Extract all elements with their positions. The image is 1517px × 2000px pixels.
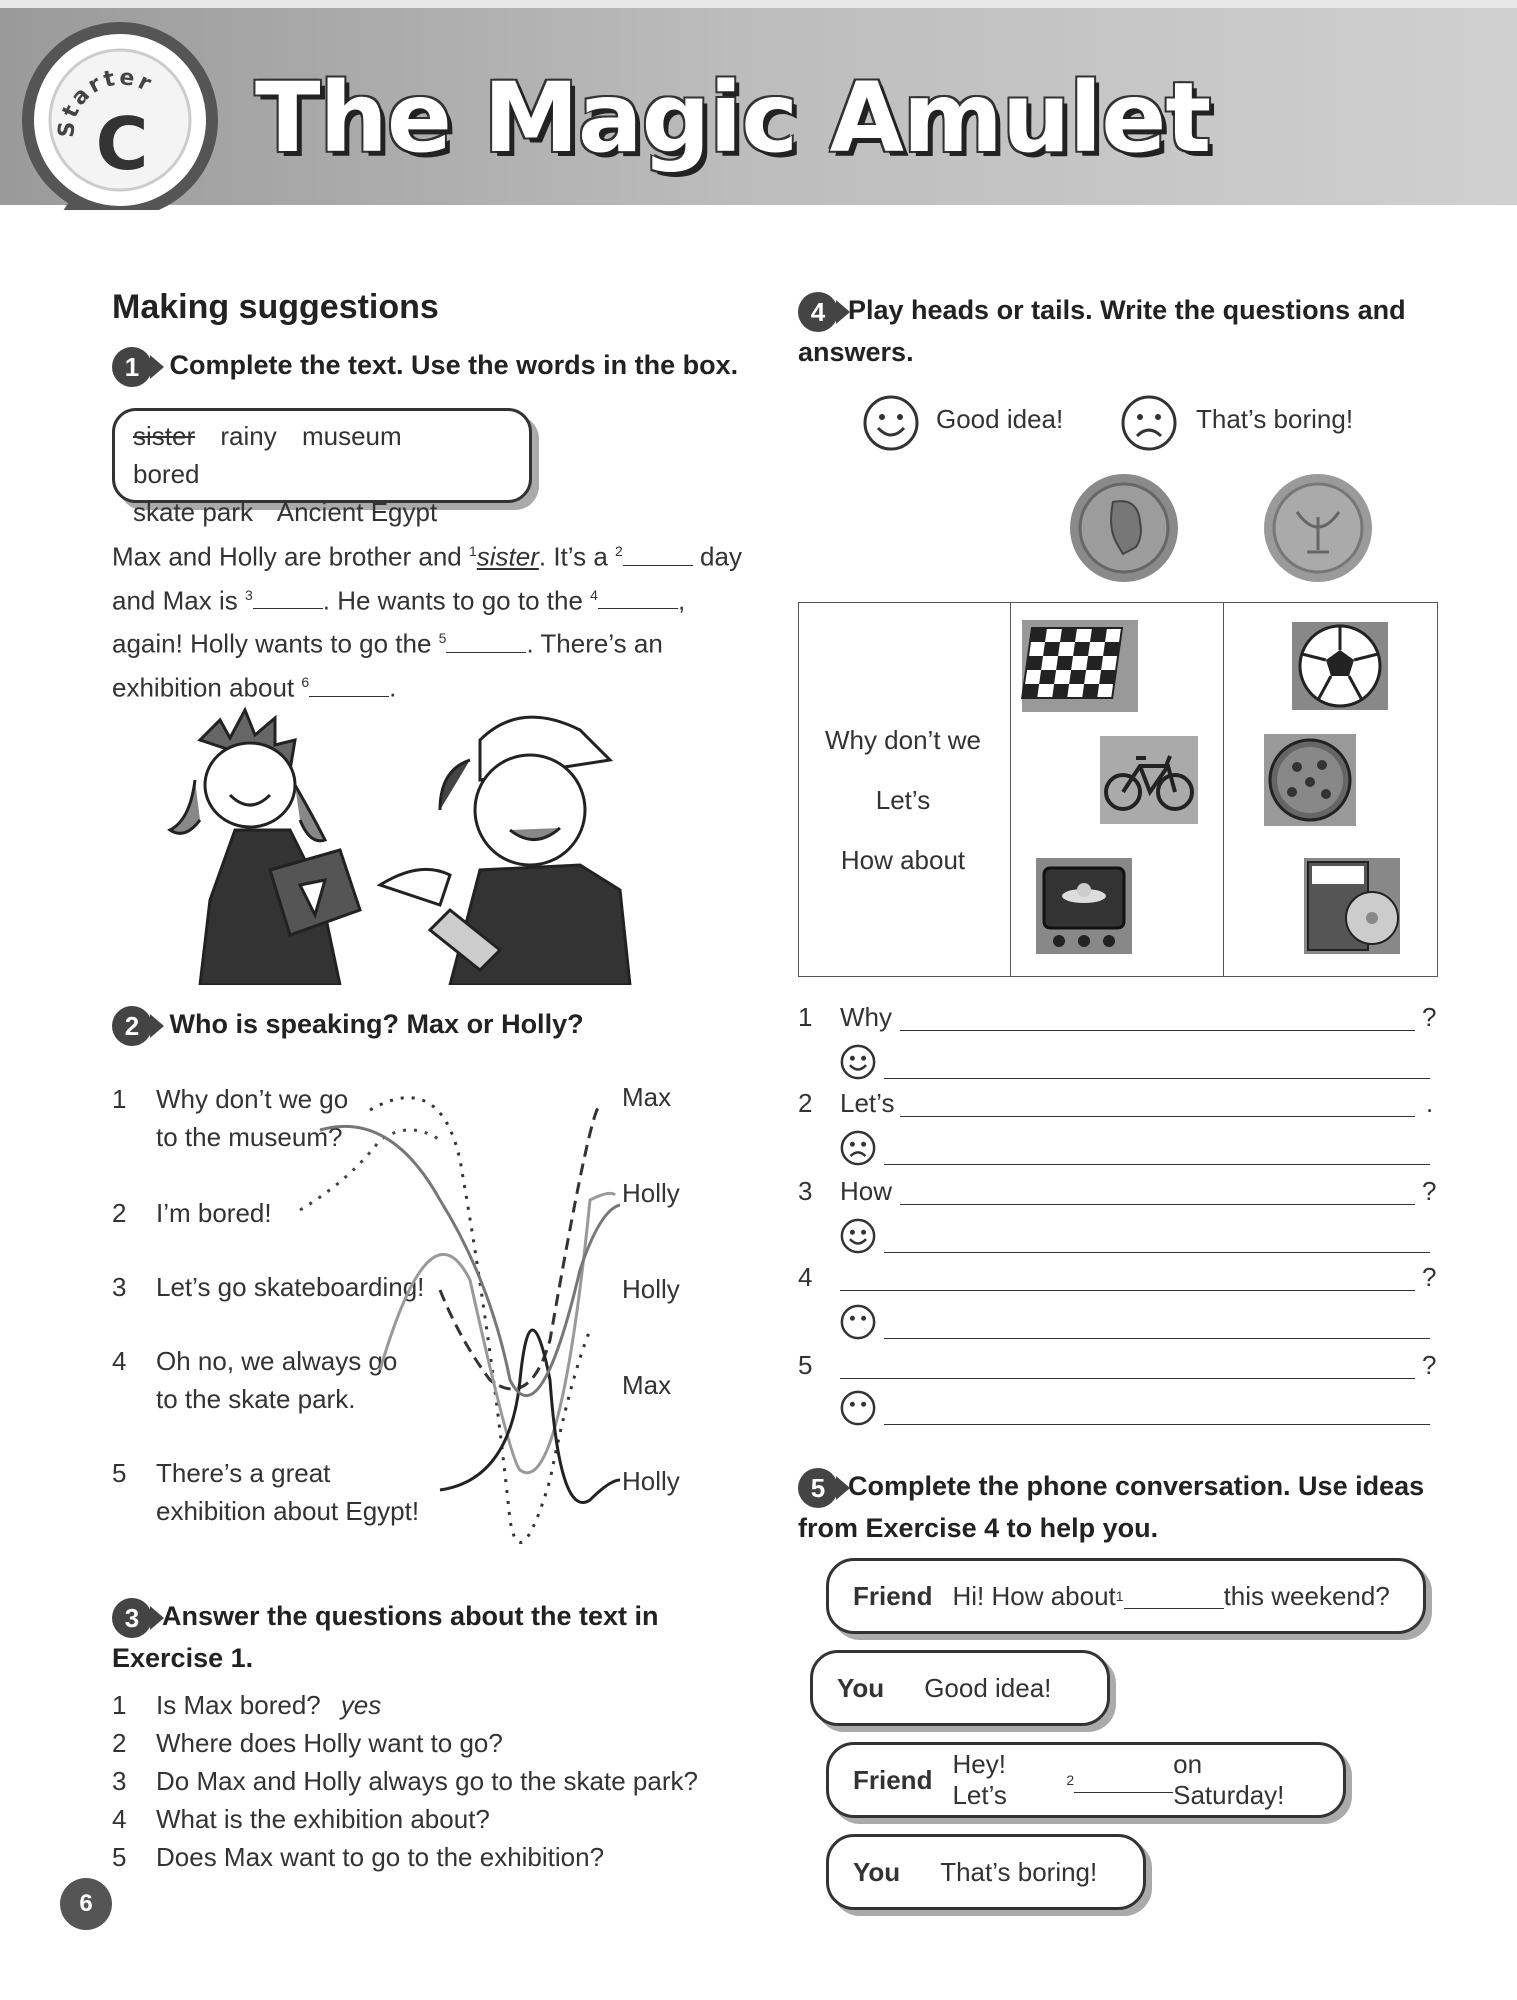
answer-option: Holly	[622, 1466, 680, 1496]
example-answer: yes	[340, 1690, 382, 1720]
phrase: Let’s	[875, 785, 931, 815]
question-row	[112, 1686, 698, 1724]
smiley-happy-icon	[862, 394, 920, 452]
item-number: 2	[112, 1728, 127, 1758]
characters-illustration	[150, 700, 670, 985]
item-number: 3	[798, 1176, 813, 1206]
item-number: 4	[112, 1346, 127, 1376]
page-title: The Magic Amulet	[255, 62, 1211, 174]
computer-game-icon	[1302, 856, 1402, 956]
item-number: 2	[112, 1198, 127, 1228]
question-row	[112, 1838, 698, 1876]
item-number: 5	[112, 1458, 127, 1488]
bubble-text: Good idea!	[924, 1672, 1052, 1703]
bubble-text: Hi! How about	[952, 1580, 1116, 1611]
ex5-heading	[798, 1466, 1424, 1548]
answer-line[interactable]	[900, 1030, 1415, 1031]
speech-bubble	[810, 1650, 1110, 1726]
ex1-instruction: Complete the text. Use the words in the box.	[169, 350, 739, 380]
ex1-heading	[112, 345, 738, 387]
example-answer: sister	[476, 541, 539, 572]
word-box-word: sister	[133, 421, 196, 451]
ex2-instruction: Who is speaking? Max or Holly?	[169, 1009, 584, 1039]
text-segment: Max and Holly are brother and	[112, 541, 469, 572]
item-number: 1	[798, 1002, 813, 1032]
bubble-text: this weekend?	[1223, 1580, 1390, 1611]
blank-3[interactable]	[253, 583, 323, 609]
item-number: 1	[112, 1690, 127, 1720]
text-segment: . There’s an	[526, 628, 663, 659]
blank-2[interactable]	[623, 540, 693, 566]
item-number: 5	[112, 1842, 127, 1872]
text-segment: .	[389, 672, 397, 703]
speaker-label: You	[837, 1672, 885, 1703]
ex3-instruction: Exercise 1.	[112, 1642, 254, 1673]
question-row	[112, 1800, 698, 1838]
phrase-list	[808, 710, 998, 890]
answer-line[interactable]	[884, 1252, 1430, 1253]
item-end: ?	[1422, 1350, 1437, 1380]
ex4-answer-lines	[798, 1000, 1438, 1430]
matching-lines	[290, 1080, 620, 1580]
text-segment: again! Holly wants to go the	[112, 628, 439, 659]
item-end: ?	[1422, 1002, 1437, 1032]
item-text: to the skate park.	[156, 1384, 356, 1414]
item-number: 2	[798, 1088, 813, 1118]
answer-line[interactable]	[884, 1078, 1430, 1079]
blank-2[interactable]	[1074, 1767, 1173, 1793]
answer-line[interactable]	[884, 1338, 1430, 1339]
item-start: Let’s	[840, 1088, 895, 1118]
item-number: 5	[798, 1350, 813, 1380]
bicycle-icon	[1098, 734, 1200, 826]
text-segment: day	[692, 541, 742, 572]
item-start: How	[840, 1176, 893, 1206]
item-text: Let’s go skateboarding!	[156, 1272, 425, 1302]
item-number: 4	[112, 1804, 127, 1834]
ex1-text: Max and Holly are brother and $^1$sister. It’s a $^2$ day and Max is $^3$ . He wants to go to the $^4$ , again! Holly wants to go the $^5$ . There’s an exhibition about $^6$ .	[112, 541, 742, 703]
good-idea-label: Good idea!	[936, 404, 1064, 434]
question-text: Do Max and Holly always go to the skate park?	[156, 1766, 698, 1796]
question-text: What is the exhibition about?	[156, 1804, 490, 1834]
blank-number: 2	[1066, 1772, 1075, 1788]
item-number: 3	[112, 1766, 127, 1796]
word-box-word: museum	[301, 421, 402, 451]
section-title: Making suggestions	[112, 288, 439, 326]
answer-option: Holly	[622, 1274, 680, 1304]
item-text: I’m bored!	[156, 1198, 272, 1228]
blank-1[interactable]	[1124, 1583, 1224, 1609]
item-end: ?	[1422, 1176, 1437, 1206]
smiley-happy-icon	[840, 1218, 876, 1254]
coin-tails-icon	[1262, 472, 1374, 584]
ex5-badge: 5	[798, 1468, 838, 1508]
bubble-text: That’s boring!	[940, 1856, 1098, 1887]
blank-6[interactable]	[309, 671, 389, 697]
ex1-badge: 1	[112, 347, 152, 387]
answer-line[interactable]	[840, 1378, 1415, 1379]
speaker-label: Friend	[853, 1764, 933, 1795]
blank-5[interactable]	[446, 627, 526, 653]
item-number: 1	[112, 1084, 127, 1114]
speech-bubble	[826, 1558, 1426, 1634]
item-text: There’s a great	[156, 1458, 331, 1488]
word-box-word: skate park	[133, 497, 253, 527]
question-text: Does Max want to go to the exhibition?	[156, 1842, 605, 1872]
question-text: Where does Holly want to go?	[156, 1728, 503, 1758]
ex5-instruction: from Exercise 4 to help you.	[798, 1512, 1159, 1543]
ex2-heading	[112, 1004, 584, 1046]
ex4-instruction: Play heads or tails. Write the questions and	[848, 295, 1406, 325]
question-row	[112, 1724, 698, 1762]
item-text: to the museum?	[156, 1122, 343, 1152]
ex5-instruction: Complete the phone conversation. Use ideas	[848, 1471, 1425, 1501]
smiley-neutral-icon	[840, 1304, 876, 1340]
answer-line[interactable]	[900, 1204, 1415, 1205]
answer-option: Max	[622, 1082, 672, 1112]
text-segment: exhibition about	[112, 672, 302, 703]
smiley-happy-icon	[840, 1044, 876, 1080]
item-text: Why don’t we go	[156, 1084, 349, 1114]
item-text: exhibition about Egypt!	[156, 1496, 420, 1526]
boring-label: That’s boring!	[1196, 404, 1354, 434]
ex2-badge: 2	[112, 1006, 152, 1046]
item-end: .	[1426, 1088, 1434, 1118]
text-segment: and Max is	[112, 585, 245, 616]
phrase: How about	[840, 845, 966, 875]
answer-line[interactable]	[840, 1290, 1415, 1291]
item-end: ?	[1422, 1262, 1437, 1292]
answer-line[interactable]	[884, 1424, 1430, 1425]
word-box-word: rainy	[220, 421, 277, 451]
word-box-word: Ancient Egypt	[276, 497, 438, 527]
smiley-sad-icon	[1120, 394, 1178, 452]
phrase: Why don’t we	[824, 725, 982, 755]
ex4-instruction: answers.	[798, 336, 914, 367]
ex3-questions	[112, 1686, 698, 1876]
bubble-text: Hey! Let’s	[952, 1749, 1007, 1810]
speaker-label: Friend	[853, 1580, 933, 1611]
text-segment: . It’s a	[538, 541, 615, 572]
item-start: Why	[840, 1002, 892, 1032]
speech-bubble	[826, 1834, 1146, 1910]
smiley-sad-icon	[840, 1130, 876, 1166]
pizza-icon	[1262, 732, 1358, 828]
item-text: Oh no, we always go	[156, 1346, 398, 1376]
text-segment: . He wants to go to the	[322, 585, 591, 616]
item-number: 3	[112, 1272, 127, 1302]
chess-board-icon	[1020, 618, 1140, 714]
ex3-heading	[112, 1596, 659, 1678]
football-icon	[1290, 620, 1390, 712]
svg-text:Starter: Starter	[54, 65, 158, 139]
answer-option: Max	[622, 1370, 672, 1400]
blank-4[interactable]	[598, 583, 678, 609]
ex4-heading	[798, 290, 1406, 372]
ex4-badge: 4	[798, 292, 838, 332]
answer-line[interactable]	[884, 1164, 1430, 1165]
item-number: 4	[798, 1262, 813, 1292]
starter-badge	[52, 60, 188, 196]
coin-heads-icon	[1068, 472, 1180, 584]
speech-bubble	[826, 1742, 1346, 1818]
tv-alien-show-icon	[1034, 856, 1134, 956]
text-segment: ,	[677, 585, 686, 616]
answer-line[interactable]	[900, 1116, 1415, 1117]
ex3-badge: 3	[112, 1598, 152, 1638]
starter-badge-letter: C	[95, 102, 149, 186]
bubble-text: on Saturday!	[1173, 1749, 1285, 1810]
answer-option: Holly	[622, 1178, 680, 1208]
word-box	[112, 408, 532, 527]
word-box-word: bored	[133, 459, 200, 489]
ex3-instruction: Answer the questions about the text in	[162, 1601, 659, 1631]
page-number: 6	[60, 1878, 112, 1930]
speaker-label: You	[853, 1856, 901, 1887]
smiley-neutral-icon	[840, 1390, 876, 1426]
blank-number: 1	[1115, 1588, 1124, 1604]
question-text: Is Max bored?	[156, 1690, 321, 1720]
question-row	[112, 1762, 698, 1800]
